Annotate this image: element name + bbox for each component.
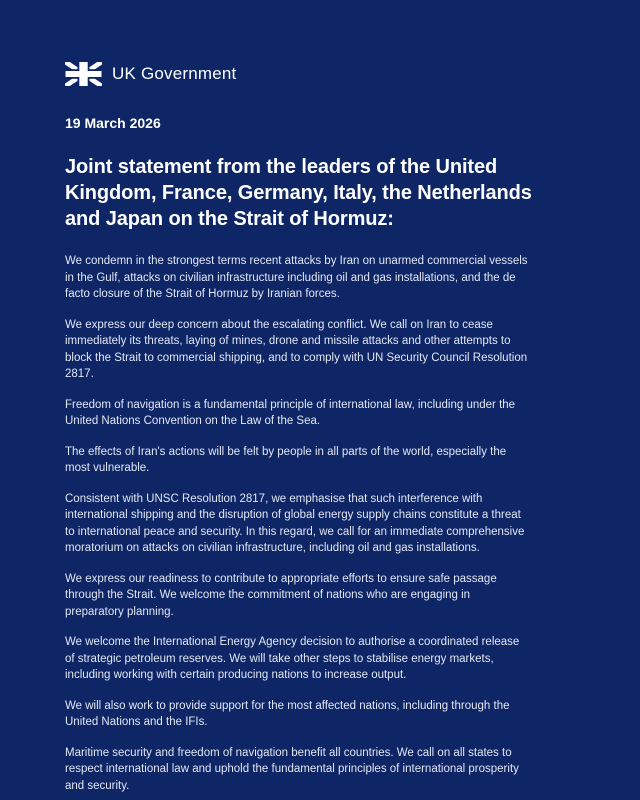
statement-paragraph: We welcome the International Energy Agency decision to authorise a coordinated release of strategic petroleum reserves. We will take other steps to stabilise energy markets, including working with certain producing nations to increase output. xyxy=(65,636,520,681)
statement-title: Joint statement from the leaders of the United Kingdom, France, Germany, Italy, the Netherlands and Japan on the Strait of Hormuz: xyxy=(65,156,532,230)
statement-paragraph: Consistent with UNSC Resolution 2817, we emphasise that such interference with international shipping and the disruption of global energy supply chains constitute a threat to international peace and security. In this regard, we call for an immediate comprehensive moratorium on attacks on civilian infrastructure, including oil and gas installations. xyxy=(65,492,525,554)
union-jack-icon xyxy=(65,62,102,86)
statement-paragraph: Maritime security and freedom of navigation benefit all countries. We call on all states to respect international law and uphold the fundamental principles of international prosperity and security. xyxy=(65,746,519,792)
uk-government-logo xyxy=(65,62,570,86)
statement-paragraph: We express our readiness to contribute to appropriate efforts to ensure safe passage through the Strait. We welcome the commitment of nations who are engaging in preparatory planning. xyxy=(65,572,497,618)
logo-text: UK Government xyxy=(112,64,237,83)
statement-paragraph: We will also work to provide support for the most affected nations, including through the United Nations and the IFIs. xyxy=(65,699,510,728)
statement-paragraph: We condemn in the strongest terms recent attacks by Iran on unarmed commercial vessels in the Gulf, attacks on civilian infrastructure including oil and gas installations, and the de facto closure of the Strait of Hormuz by Iranian forces. xyxy=(65,255,528,300)
statement-paragraph: We express our deep concern about the escalating conflict. We call on Iran to cease immediately its threats, laying of mines, drone and missile attacks and other attempts to block the Strait to commercial shipping, and to comply with UN Security Council Resolution 2817. xyxy=(65,318,528,380)
statement-paragraph: Freedom of navigation is a fundamental principle of international law, including under the United Nations Convention on the Law of the Sea. xyxy=(65,398,516,427)
statement-date: 19 March 2026 xyxy=(65,115,161,131)
statement-body xyxy=(65,253,531,794)
statement-paragraph: The effects of Iran's actions will be felt by people in all parts of the world, especially the most vulnerable. xyxy=(65,445,507,474)
